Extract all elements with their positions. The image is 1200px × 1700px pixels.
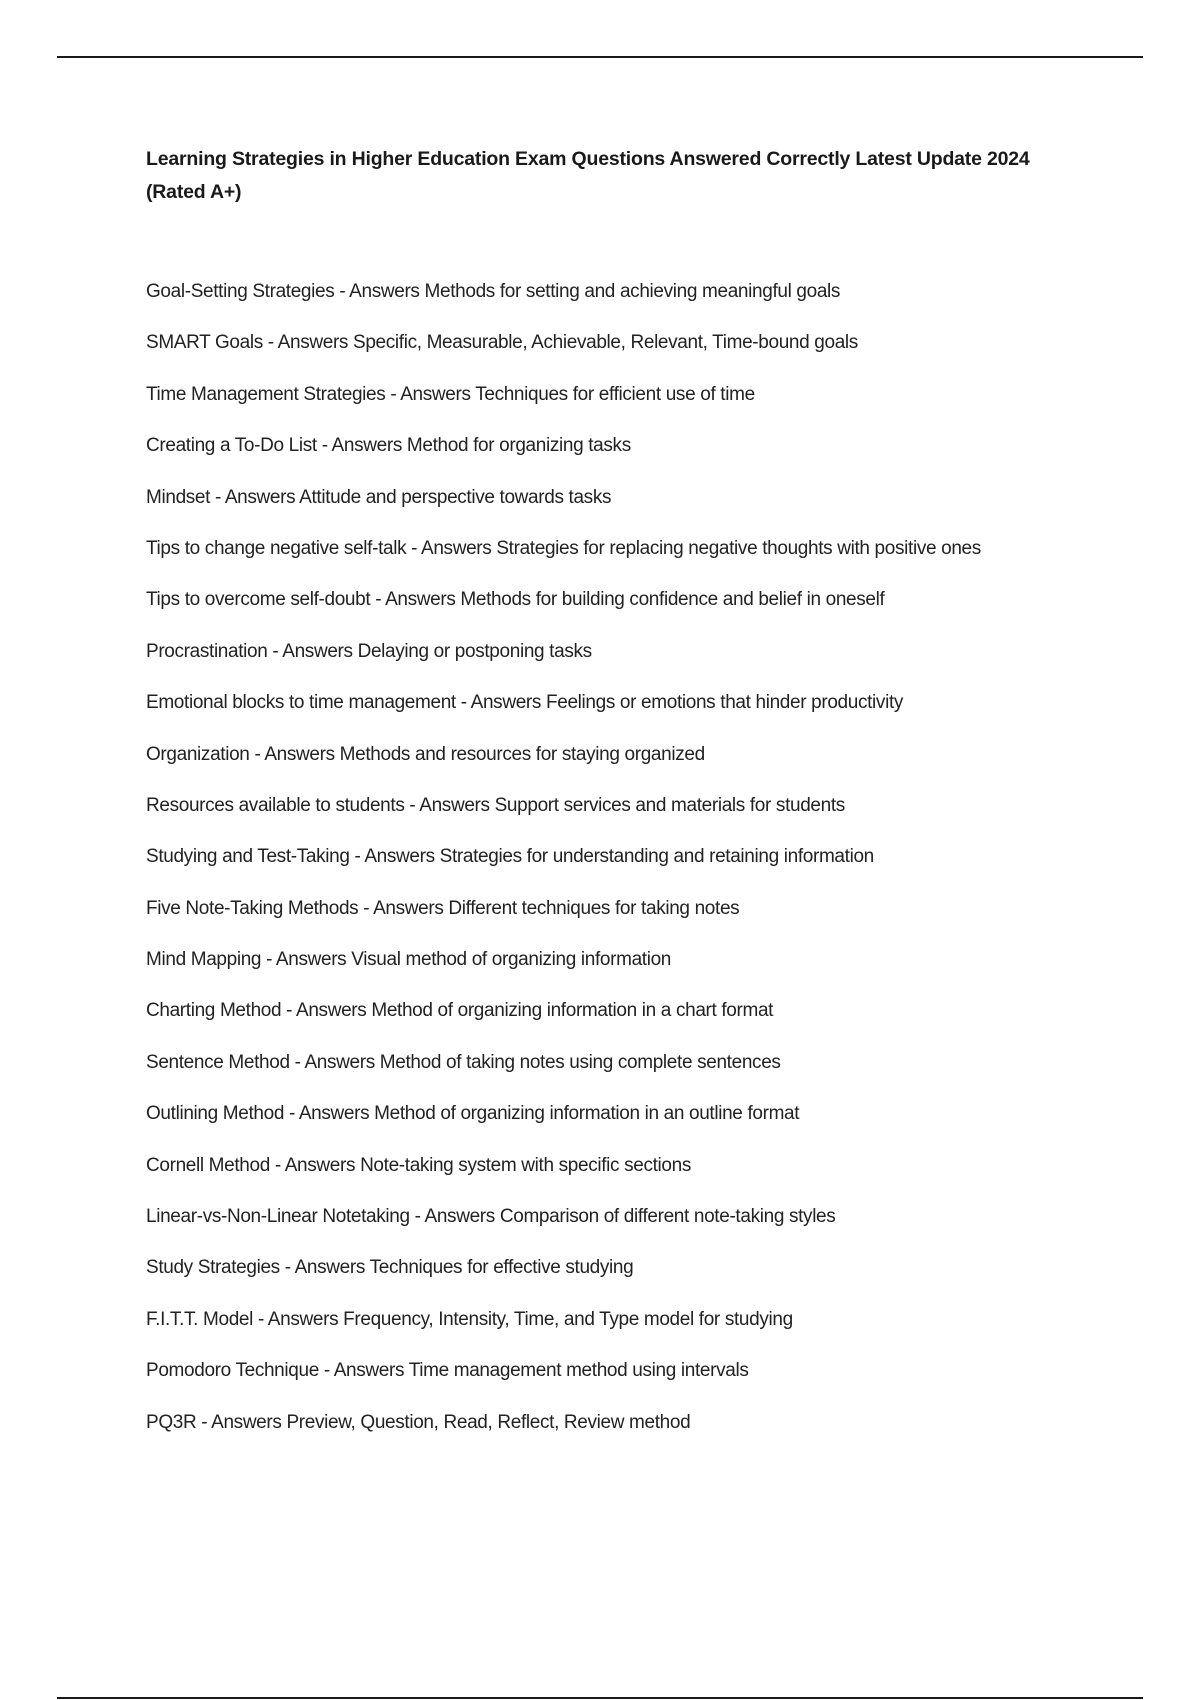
list-item: Tips to overcome self-doubt - Answers Methods for building confidence and belief in oneself [146, 589, 885, 611]
list-item: Emotional blocks to time management - Answers Feelings or emotions that hinder productivity [146, 692, 904, 714]
list-item: Linear-vs-Non-Linear Notetaking - Answers Comparison of different note-taking styles [146, 1206, 836, 1228]
list-item: PQ3R - Answers Preview, Question, Read, Reflect, Review method [146, 1411, 691, 1433]
list-item: Sentence Method - Answers Method of taking notes using complete sentences [146, 1051, 781, 1073]
list-item: Procrastination - Answers Delaying or postponing tasks [146, 640, 592, 662]
list-item: Organization - Answers Methods and resources for staying organized [146, 743, 705, 765]
footer-rule [57, 1697, 1143, 1699]
list-item: Study Strategies - Answers Techniques for effective studying [146, 1257, 634, 1279]
list-item: Charting Method - Answers Method of organizing information in a chart format [146, 1000, 774, 1022]
list-item: Studying and Test-Taking - Answers Strategies for understanding and retaining information [146, 846, 874, 868]
list-item: F.I.T.T. Model - Answers Frequency, Intensity, Time, and Type model for studying [146, 1308, 793, 1330]
list-item: Time Management Strategies - Answers Techniques for efficient use of time [146, 383, 755, 405]
list-item: SMART Goals - Answers Specific, Measurable, Achievable, Relevant, Time-bound goals [146, 332, 858, 354]
list-item: Cornell Method - Answers Note-taking system with specific sections [146, 1154, 692, 1176]
list-item: Creating a To-Do List - Answers Method for organizing tasks [146, 435, 631, 457]
list-item: Mind Mapping - Answers Visual method of organizing information [146, 949, 672, 971]
list-item: Pomodoro Technique - Answers Time management method using intervals [146, 1360, 749, 1382]
list-item: Tips to change negative self-talk - Answers Strategies for replacing negative thoughts with positive ones [146, 537, 981, 559]
header-rule [57, 56, 1143, 58]
list-item: Mindset - Answers Attitude and perspective towards tasks [146, 486, 612, 508]
list-item: Outlining Method - Answers Method of organizing information in an outline format [146, 1103, 800, 1125]
list-item: Five Note-Taking Methods - Answers Different techniques for taking notes [146, 897, 740, 919]
list-item: Goal-Setting Strategies - Answers Methods for setting and achieving meaningful goals [146, 281, 841, 302]
list-item: Resources available to students - Answers Support services and materials for students [146, 794, 845, 816]
page-title: Learning Strategies in Higher Education Exam Questions Answered Correctly Latest Update 2024 (Rated A+) [146, 148, 1030, 203]
qa-list [146, 277, 1186, 1459]
